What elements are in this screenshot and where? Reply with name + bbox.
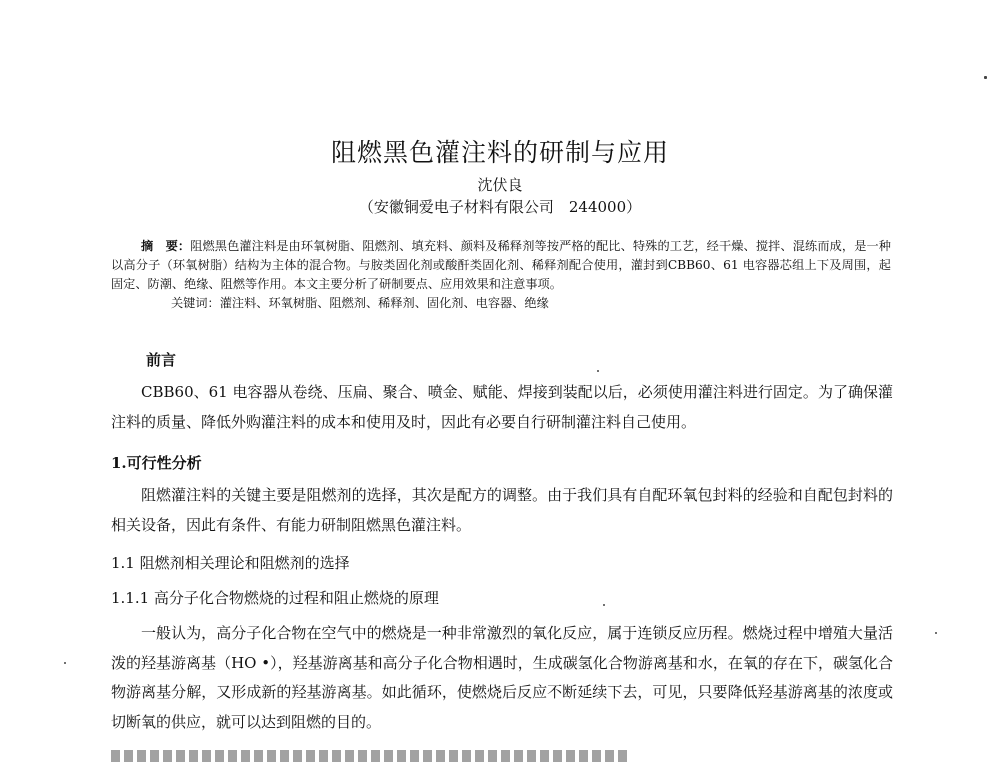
abstract-label: 摘 要： (141, 239, 191, 253)
scan-speck (64, 662, 66, 664)
section-1-1-1-heading: 1.1.1 高分子化合物燃烧的过程和阻止燃烧的原理 (111, 589, 439, 607)
scan-speck (597, 370, 599, 372)
section-1-heading: 1.可行性分析 (111, 454, 202, 472)
author-name: 沈伏良 (477, 176, 523, 194)
section-1-1-heading: 1.1 阻燃剂相关理论和阻燃剂的选择 (111, 554, 350, 572)
abstract-paragraph (111, 237, 891, 294)
section-1-paragraph: 阻燃灌注料的关键主要是阻燃剂的选择，其次是配方的调整。由于我们具有自配环氧包封料的经验和自配包封料的相关设备，因此有条件、有能力研制阻燃黑色灌注料。 (111, 486, 893, 534)
scan-speck (984, 76, 987, 79)
section-1-1-1-paragraph: 一般认为，高分子化合物在空气中的燃烧是一种非常激烈的氧化反应，属于连锁反应历程。燃烧过程中增殖大量活泼的羟基游离基（HO •），羟基游离基和高分子化合物相遇时，生成碳氢化合物游离基和水，在氧的存在下，碳氢化合物游离基分解，又形成新的羟基游离基。如此循环，使燃烧后反应不断延续下去，可见，只要降低羟基游离基的浓度或切断氧的供应，就可以达到阻燃的目的。 (111, 624, 893, 731)
paper-title: 阻燃黑色灌注料的研制与应用 (330, 138, 669, 167)
section-1-1-1-body (111, 619, 893, 737)
cut-off-line (111, 750, 631, 762)
keywords-text: 灌注料、环氧树脂、阻燃剂、稀释剂、固化剂、电容器、绝缘 (219, 296, 549, 310)
preface-body (111, 378, 893, 437)
scan-speck (935, 632, 937, 634)
preface-heading: 前言 (146, 351, 177, 369)
keywords-label: 关键词： (171, 296, 220, 310)
preface-paragraph: CBB60、61 电容器从卷绕、压扁、聚合、喷金、赋能、焊接到装配以后，必须使用灌注料进行固定。为了确保灌注料的质量、降低外购灌注料的成本和使用及时，因此有必要自行研制灌注料自己使用。 (111, 383, 893, 431)
keywords-paragraph (111, 294, 891, 313)
author-affiliation: （安徽铜爱电子材料有限公司 244000） (358, 198, 642, 216)
scan-speck (603, 604, 605, 606)
abstract-text: 阻燃黑色灌注料是由环氧树脂、阻燃剂、填充料、颜料及稀释剂等按严格的配比、特殊的工艺，经干燥、搅拌、混练而成，是一种以高分子（环氧树脂）结构为主体的混合物。与胺类固化剂或酸酐类固化剂、稀释剂配合使用，灌封到CBB60、61 电容器芯组上下及周围，起固定、防潮、绝缘、阻燃等作用。本文主要分析了研制要点、应用效果和注意事项。 (111, 239, 891, 291)
abstract-block (111, 237, 891, 313)
section-1-body (111, 481, 893, 540)
